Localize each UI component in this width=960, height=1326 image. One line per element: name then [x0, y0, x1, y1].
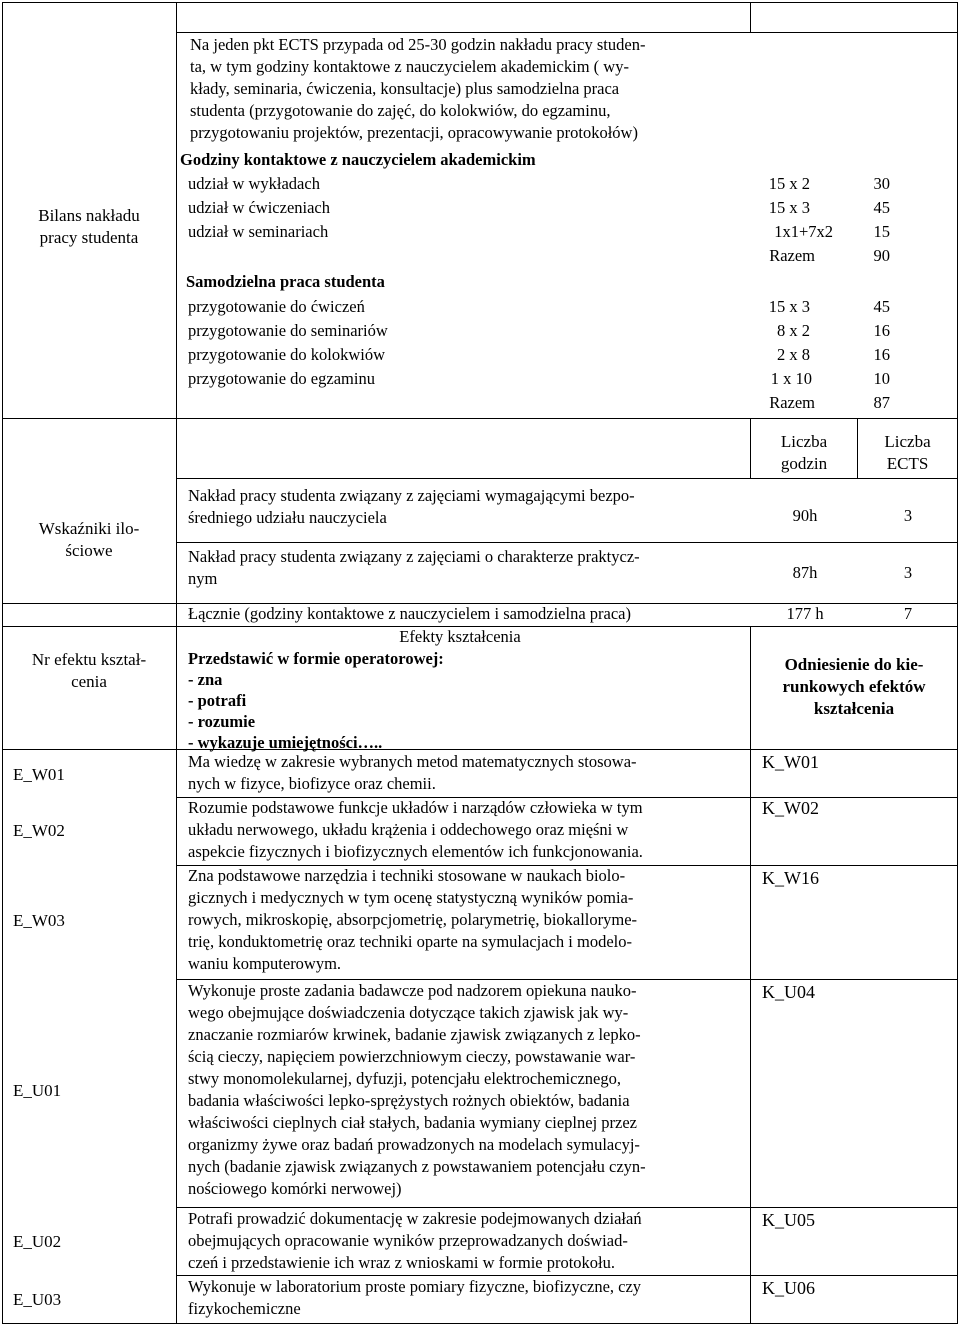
nr-efektu-label: Nr efektu kształ- cenia	[31, 650, 147, 691]
efekty-title: Efekty kształcenia	[399, 627, 521, 646]
contact-hours-heading: Godziny kontaktowe z nauczycielem akademickim	[180, 150, 536, 169]
bilans-label: Bilans nakładu pracy studenta	[38, 206, 140, 247]
wskazniki-label: Wskaźniki ilo- ściowe	[38, 519, 140, 560]
col-header-hours: Liczba godzin	[780, 432, 828, 473]
col-header-ects: Liczba ECTS	[884, 432, 931, 473]
ref-header: Odniesienie do kie- runkowych efektów kształcenia	[782, 655, 926, 718]
operator-form-instructions: Przedstawić w formie operatorowej: - zna - potrafi - rozumie - wykazuje umiejętności…..	[188, 649, 444, 752]
bilans-intro: Na jeden pkt ECTS przypada od 25-30 godzin nakładu pracy studen- ta, w tym godziny kontaktowe z nauczycielem akademickim ( wy- kłady, seminaria, ćwiczenia, konsultacje) plus samodzielna praca studenta (przygotowanie do zajęć, do kolokwiów, do egzaminu, przygotowaniu projektów, prezentacji, opracowywanie protokołów)	[190, 35, 646, 142]
self-study-heading: Samodzielna praca studenta	[186, 272, 385, 291]
